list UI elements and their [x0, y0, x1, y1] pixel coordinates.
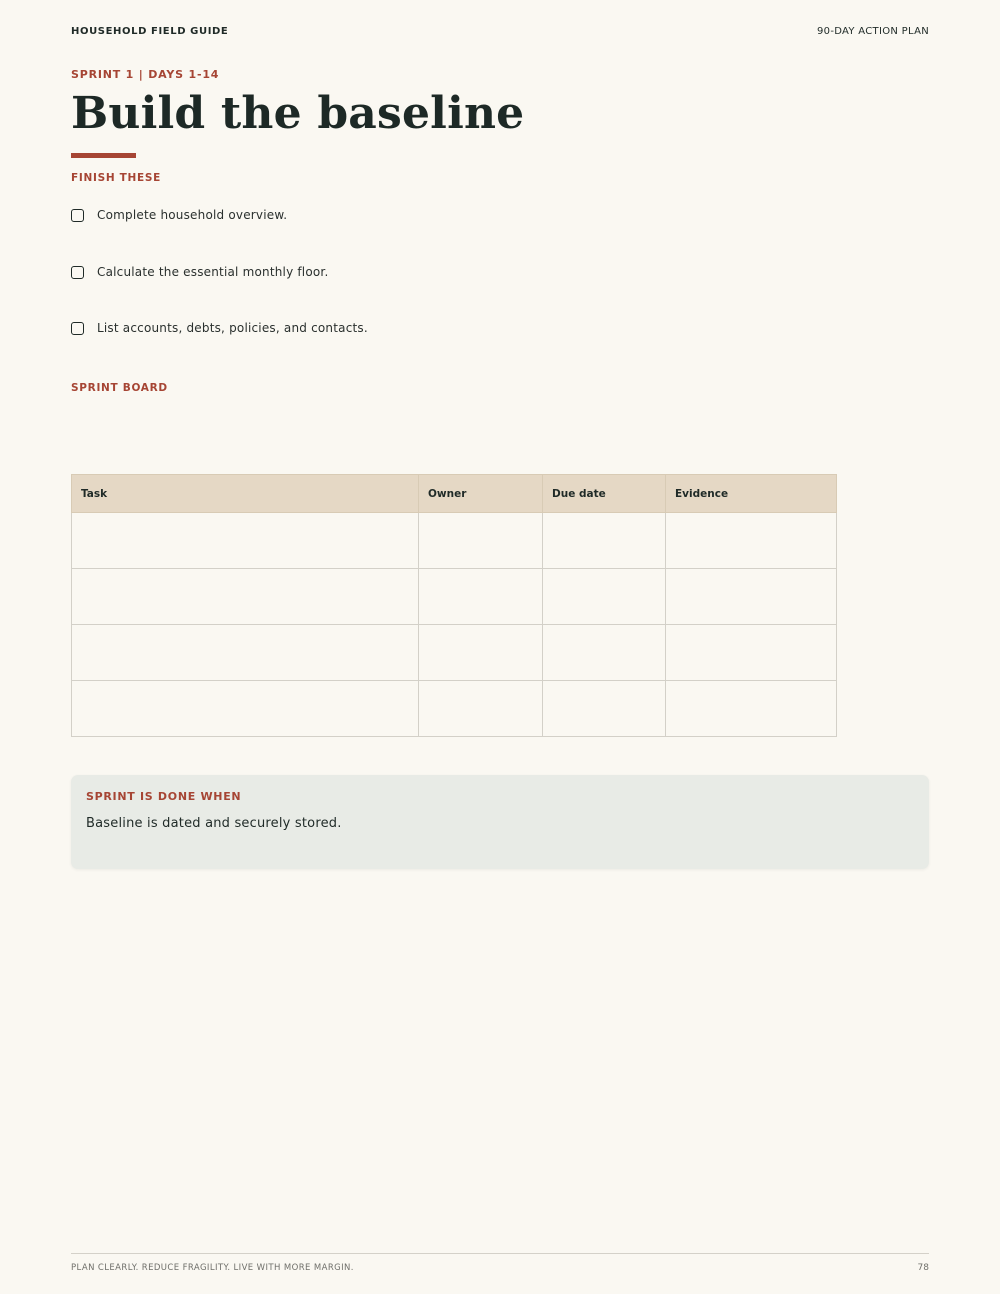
checklist-item[interactable]	[71, 318, 368, 338]
evidence-cell[interactable]	[666, 569, 837, 625]
done-when-callout	[71, 775, 929, 869]
table-header-row	[72, 475, 837, 513]
due-date-cell[interactable]	[543, 513, 666, 569]
finish-these-label: FINISH THESE	[71, 172, 162, 184]
done-when-label: SPRINT IS DONE WHEN	[86, 790, 242, 803]
owner-cell[interactable]	[419, 513, 543, 569]
page-title: Build the baseline	[71, 88, 525, 139]
checkbox[interactable]	[71, 322, 84, 335]
page-number: 78	[917, 1263, 929, 1273]
table-row	[72, 681, 837, 737]
done-when-text: Baseline is dated and securely stored.	[86, 816, 342, 831]
sprint-board-label: SPRINT BOARD	[71, 382, 168, 394]
task-cell[interactable]	[72, 625, 419, 681]
owner-cell[interactable]	[419, 569, 543, 625]
title-accent-rule	[71, 153, 136, 158]
task-cell[interactable]	[72, 569, 419, 625]
checklist-item[interactable]	[71, 205, 287, 225]
sprint-board-table	[71, 474, 837, 737]
table-row	[72, 513, 837, 569]
owner-cell[interactable]	[419, 625, 543, 681]
column-header-evidence: Evidence	[666, 475, 837, 513]
sprint-eyebrow: SPRINT 1 | DAYS 1-14	[71, 68, 220, 81]
page	[71, 0, 929, 1294]
checklist-item[interactable]	[71, 262, 328, 282]
evidence-cell[interactable]	[666, 513, 837, 569]
task-cell[interactable]	[72, 513, 419, 569]
due-date-cell[interactable]	[543, 625, 666, 681]
table-row	[72, 625, 837, 681]
checkbox[interactable]	[71, 209, 84, 222]
running-header-section: 90-DAY ACTION PLAN	[817, 26, 929, 37]
footer-divider	[71, 1253, 929, 1254]
checklist-item-text: Complete household overview.	[97, 208, 288, 222]
column-header-task: Task	[72, 475, 419, 513]
footer-tagline: PLAN CLEARLY. REDUCE FRAGILITY. LIVE WITH MORE MARGIN.	[71, 1263, 354, 1273]
running-header-title: HOUSEHOLD FIELD GUIDE	[71, 26, 229, 37]
column-header-owner: Owner	[419, 475, 543, 513]
checklist-item-text: List accounts, debts, policies, and contacts.	[97, 321, 368, 335]
column-header-due-date: Due date	[543, 475, 666, 513]
checklist-item-text: Calculate the essential monthly floor.	[97, 265, 329, 279]
evidence-cell[interactable]	[666, 625, 837, 681]
checkbox[interactable]	[71, 266, 84, 279]
evidence-cell[interactable]	[666, 681, 837, 737]
due-date-cell[interactable]	[543, 569, 666, 625]
due-date-cell[interactable]	[543, 681, 666, 737]
table-row	[72, 569, 837, 625]
owner-cell[interactable]	[419, 681, 543, 737]
task-cell[interactable]	[72, 681, 419, 737]
